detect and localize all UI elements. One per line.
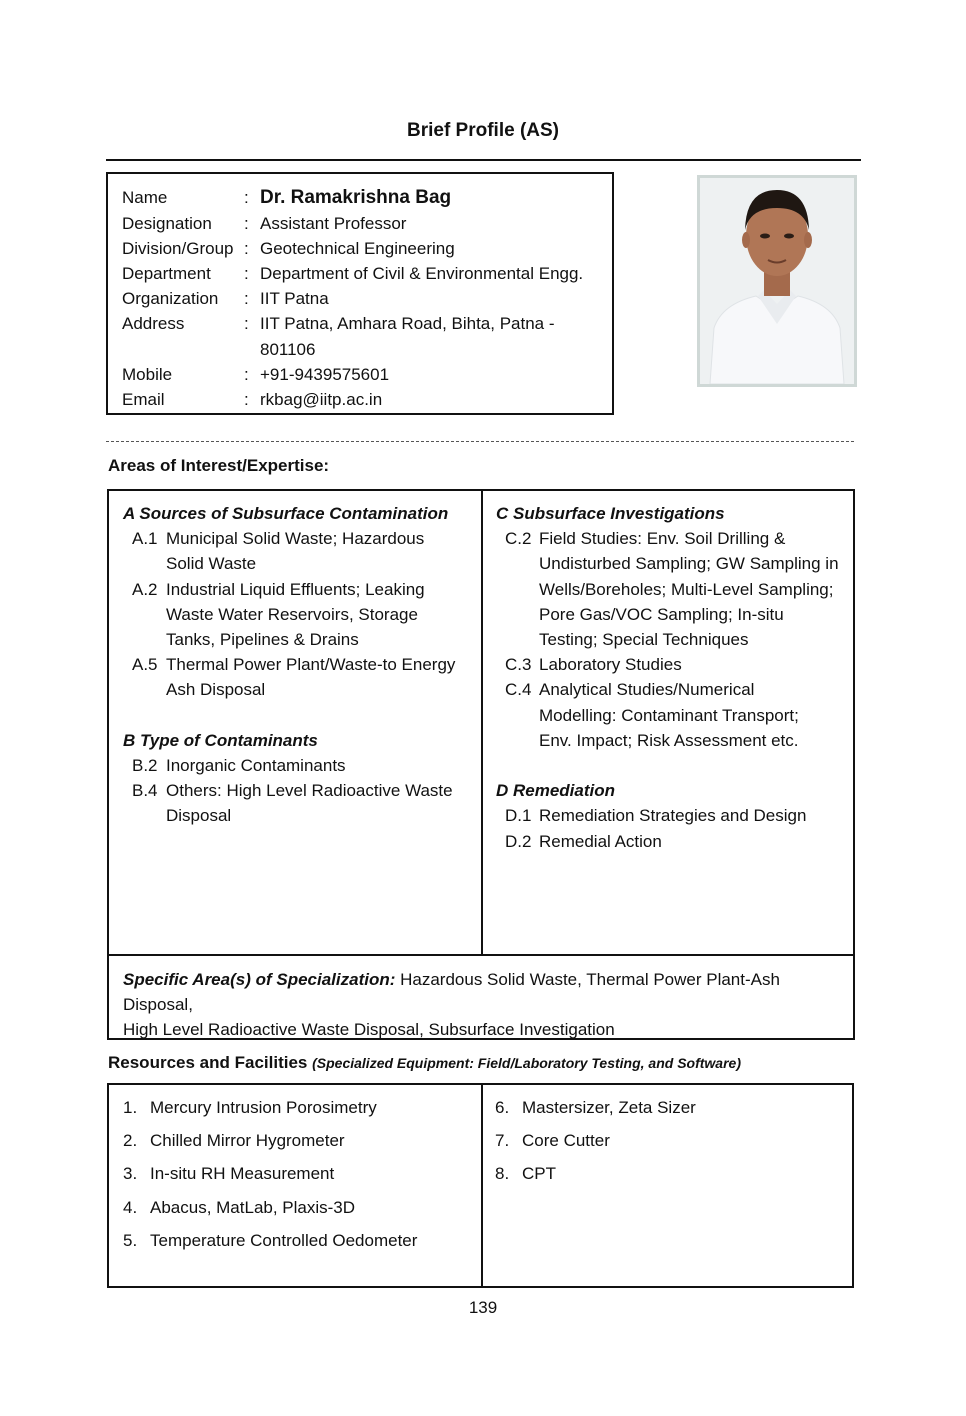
profile-label: Name <box>122 188 168 207</box>
item-line: Env. Impact; Risk Assessment etc. <box>539 730 799 750</box>
areas-heading: Areas of Interest/Expertise: <box>108 456 330 475</box>
item-line: Industrial Liquid Effluents; Leaking <box>166 579 425 599</box>
profile-label: Designation <box>122 214 212 233</box>
item-text: Temperature Controlled Oedometer <box>150 1230 418 1250</box>
item-text: Mercury Intrusion Porosimetry <box>150 1098 377 1117</box>
item-code: D.2 <box>505 831 532 851</box>
item-text: Chilled Mirror Hygrometer <box>150 1131 345 1151</box>
profile-colon: : <box>244 314 249 333</box>
list-item <box>495 1161 696 1194</box>
item-line: Undisturbed Sampling; GW Sampling in <box>539 554 839 574</box>
item-line: Tanks, Pipelines & Drains <box>166 630 359 650</box>
list-item <box>496 803 846 828</box>
item-line: Solid Waste <box>166 554 257 574</box>
list-item <box>123 753 473 778</box>
profile-mobile-value: +91-9439575601 <box>260 365 390 384</box>
profile-address-value-line2: 801106 <box>260 340 316 359</box>
spacer <box>496 753 846 778</box>
item-line: Wells/Boreholes; Multi-Level Sampling; <box>539 579 834 599</box>
item-number: 4. <box>123 1197 138 1217</box>
item-line: Field Studies: Env. Soil Drilling & <box>539 529 786 549</box>
profile-organization-value: IIT Patna <box>260 289 329 308</box>
profile-box <box>106 172 614 415</box>
profile-division-value: Geotechnical Engineering <box>260 239 455 258</box>
list-item <box>495 1128 696 1161</box>
profile-photo <box>697 175 857 387</box>
item-code: C.2 <box>505 529 532 549</box>
resources-heading-note: (Specialized Equipment: Field/Laboratory Testing, and Software) <box>312 1055 741 1071</box>
resources-table <box>107 1083 854 1288</box>
specialization <box>123 967 843 1043</box>
list-item <box>496 677 846 753</box>
list-item <box>123 526 473 576</box>
profile-email-value: rkbag@iitp.ac.in <box>260 390 383 409</box>
item-text: Abacus, MatLab, Plaxis-3D <box>150 1197 356 1217</box>
category-heading-b: B Type of Contaminants <box>123 730 318 750</box>
item-line: Thermal Power Plant/Waste-to Energy <box>166 655 456 675</box>
item-line: Laboratory Studies <box>539 655 682 675</box>
profile-colon: : <box>244 214 249 233</box>
resources-left-column <box>123 1095 417 1261</box>
list-item <box>496 829 846 854</box>
item-code: B.2 <box>132 756 158 776</box>
item-line: Others: High Level Radioactive Waste <box>166 781 453 801</box>
profile-label: Department <box>122 264 211 283</box>
item-line: Waste Water Reservoirs, Storage <box>166 604 418 624</box>
spacer <box>123 703 473 728</box>
profile-label: Email <box>122 390 165 409</box>
resources-heading-title: Resources and Facilities <box>108 1053 308 1072</box>
list-item <box>123 652 473 702</box>
page-number: 139 <box>468 1298 498 1317</box>
list-item <box>123 1195 417 1228</box>
item-line: Disposal <box>166 806 232 826</box>
resources-heading <box>108 1053 741 1073</box>
areas-left-column <box>123 501 473 829</box>
item-number: 2. <box>123 1131 138 1151</box>
category-heading-c: C Subsurface Investigations <box>496 504 725 523</box>
item-code: A.2 <box>132 579 158 599</box>
item-code: A.1 <box>132 529 158 549</box>
profile-designation-value: Assistant Professor <box>260 214 407 233</box>
item-code: C.4 <box>505 680 532 700</box>
item-line: Modelling: Contaminant Transport; <box>539 705 799 725</box>
item-line: Remediation Strategies and Design <box>539 806 807 826</box>
profile-label: Organization <box>122 289 219 308</box>
list-item <box>123 1161 417 1194</box>
profile-colon: : <box>244 365 249 384</box>
list-item <box>496 652 846 677</box>
item-number: 3. <box>123 1164 138 1184</box>
item-code: D.1 <box>505 806 532 826</box>
item-line: Analytical Studies/Numerical <box>539 680 755 700</box>
profile-label: Division/Group <box>122 239 234 258</box>
item-line: Remedial Action <box>539 831 662 851</box>
row-divider <box>109 954 853 956</box>
item-text: Mastersizer, Zeta Sizer <box>522 1098 696 1117</box>
item-text: CPT <box>522 1164 556 1184</box>
profile-colon: : <box>244 188 249 207</box>
list-item <box>123 577 473 653</box>
dashed-divider <box>106 441 854 442</box>
list-item <box>123 1095 417 1128</box>
list-item <box>496 526 846 652</box>
item-number: 5. <box>123 1230 138 1250</box>
category-heading-a: A Sources of Subsurface Contamination <box>123 504 449 523</box>
column-divider <box>481 1085 483 1286</box>
item-number: 1. <box>123 1098 138 1117</box>
item-line: Municipal Solid Waste; Hazardous <box>166 529 425 549</box>
profile-label: Mobile <box>122 365 173 384</box>
title-divider <box>106 159 861 161</box>
profile-colon: : <box>244 264 249 283</box>
list-item <box>123 1128 417 1161</box>
profile-address-value: IIT Patna, Amhara Road, Bihta, Patna - <box>260 314 555 333</box>
item-code: C.3 <box>505 655 532 675</box>
resources-right-column <box>495 1095 696 1195</box>
item-number: 6. <box>495 1098 510 1117</box>
item-text: In-situ RH Measurement <box>150 1164 335 1184</box>
page-title: Brief Profile (AS) <box>406 120 560 141</box>
item-line: Ash Disposal <box>166 680 266 700</box>
item-line: Pore Gas/VOC Sampling; In-situ <box>539 604 784 624</box>
item-text: Core Cutter <box>522 1131 610 1151</box>
profile-colon: : <box>244 289 249 308</box>
item-code: B.4 <box>132 781 158 801</box>
profile-colon: : <box>244 390 249 409</box>
specialization-label: Specific Area(s) of Specialization: <box>123 970 396 989</box>
profile-department-value: Department of Civil & Environmental Engg. <box>260 264 584 283</box>
profile-colon: : <box>244 239 249 258</box>
column-divider <box>481 491 483 956</box>
category-heading-d: D Remediation <box>496 781 616 801</box>
item-line: Testing; Special Techniques <box>539 630 749 650</box>
areas-of-interest-table <box>107 489 855 1040</box>
specialization-text: Hazardous Solid Waste, Thermal Power Plant-Ash Disposal, <box>123 970 780 1015</box>
list-item <box>123 1228 417 1261</box>
portrait-illustration <box>700 178 854 384</box>
item-line: Inorganic Contaminants <box>166 756 346 776</box>
item-number: 8. <box>495 1164 510 1184</box>
list-item <box>495 1095 696 1128</box>
profile-name-value: Dr. Ramakrishna Bag <box>260 187 452 208</box>
areas-right-column <box>496 501 846 854</box>
item-number: 7. <box>495 1131 510 1151</box>
item-code: A.5 <box>132 655 158 675</box>
profile-label: Address <box>122 314 185 333</box>
list-item <box>123 778 473 828</box>
specialization-text-line2: High Level Radioactive Waste Disposal, Subsurface Investigation <box>123 1020 615 1040</box>
